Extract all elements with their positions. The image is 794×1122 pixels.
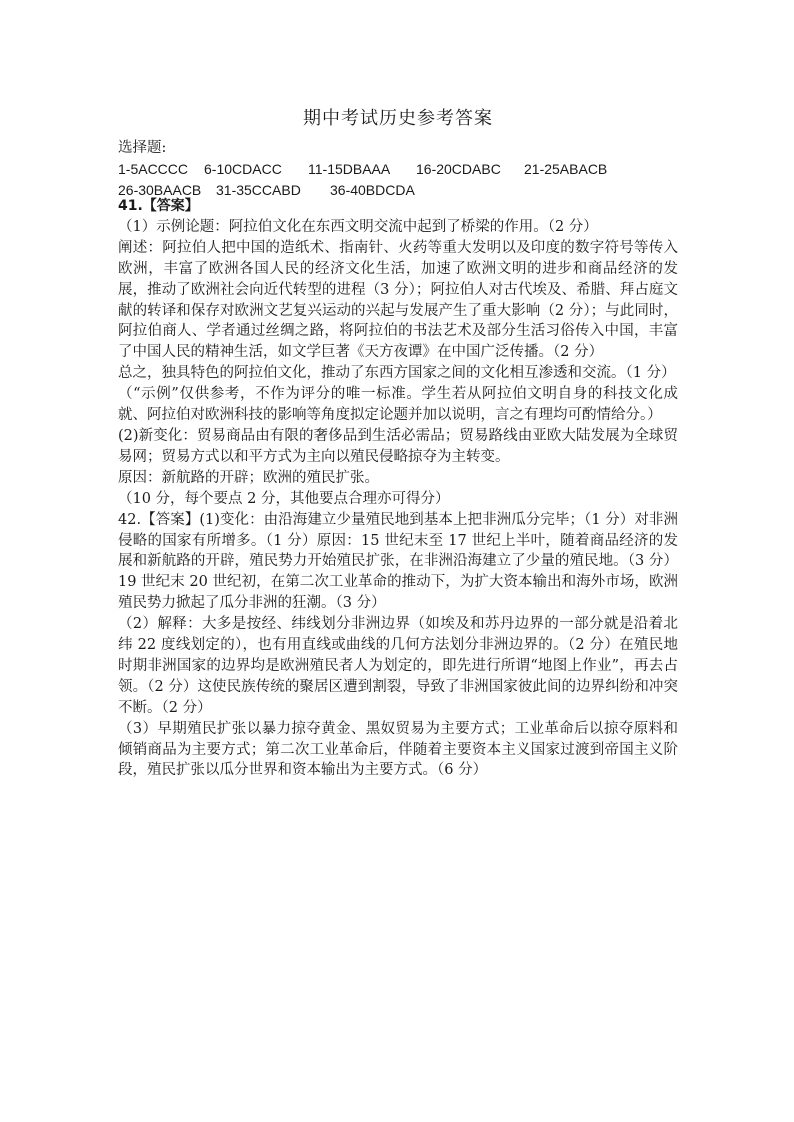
choice-group: 11-15DBAAA [308,161,391,177]
q42-part1: 42.【答案】(1)变化：由沿海建立少量殖民地到基本上把非洲瓜分完毕；（1 分）对非洲侵略的国家有所增多。（1 分）原因：15 世纪末至 17 世纪上半叶，随着商品经济的发展和新航路的开辟，殖民势力开始殖民扩张，在非洲沿海建立了少量的殖民地。（3 分）19 世纪末 20 世纪初，在第二次工业革命的推动下，为扩大资本输出和海外市场，欧洲殖民势力掀起了瓜分非洲的狂潮。（3 分） [118,511,678,612]
q41-part2-scoring: （10 分，每个要点 2 分，其他要点合理亦可得分） [118,490,450,507]
q42-part2: （2）解释：大多是按经、纬线划分非洲边界（如埃及和苏丹边界的一部分就是沿着北纬 22 度线划定的），也有用直线或曲线的几何方法划分非洲边界的。（2 分）在殖民地时期非洲国家的边界均是欧洲殖民者人为划定的，即先进行所谓“地图上作业”，再去占领。（2 分）这使民族传统的聚居区遭到割裂，导致了非洲国家彼此间的边界纠纷和冲突不断。（2 分） [118,616,678,716]
choice-group: 1-5ACCCC [118,161,189,177]
choice-group: 6-10CDACC [204,161,282,177]
q41-part1-thesis: （1）示例论题：阿拉伯文化在东西文明交流中起到了桥梁的作用。（2 分） [118,218,598,235]
q41-part1-elaboration: 阐述：阿拉伯人把中国的造纸术、指南针、火药等重大发明以及印度的数字符号等传入欧洲，丰富了欧洲各国人民的经济文化生活，加速了欧洲文明的进步和商品经济的发展，推动了欧洲社会向近代转型的进程（3 分）；阿拉伯人对古代埃及、希腊、拜占庭文献的转译和保存对欧洲文艺复兴运动的兴起与发展产生了重大影响（2 分）；与此同时，阿拉伯商人、学者通过丝绸之路，将阿拉伯的书法艺术及部分生活习俗传入中国，丰富了中国人民的精神生活，如文学巨著《天方夜谭》在中国广泛传播。（2 分） [118,239,678,361]
q41-part1-summary: 总之，独具特色的阿拉伯文化，推动了东西方国家之间的文化相互渗透和交流。（1 分） [118,365,676,382]
choice-row-1 [118,159,607,180]
q42-part3: （3）早期殖民扩张以暴力掠夺黄金、黑奴贸易为主要方式；工业革命后以掠夺原料和倾销商品为主要方式；第二次工业革命后，伴随着主要资本主义国家过渡到帝国主义阶段，殖民扩张以瓜分世界和资本输出为主要方式。（6 分） [118,720,678,779]
choice-group: 16-20CDABC [416,161,501,177]
multiple-choice-section [118,138,607,201]
page-title: 期中考试历史参考答案 [303,108,493,129]
answer-body [118,196,678,781]
choice-group: 36-40BDCDA [330,182,415,198]
choice-group: 21-25ABACB [524,161,608,177]
choice-group: 26-30BAACB [118,182,202,198]
q41-heading: 41.【答案】 [118,198,199,214]
q41-part2-reasons: 原因：新航路的开辟；欧洲的殖民扩张。 [118,469,379,486]
choice-label: 选择题: [118,140,167,156]
q41-scoring-note: （“示例”仅供参考，不作为评分的唯一标准。学生若从阿拉伯文明自身的科技文化成就、阿拉伯对欧洲科技的影响等角度拟定论题并加以说明，言之有理均可酌情给分。） [118,386,678,424]
choice-group: 31-35CCABD [216,182,301,198]
q41-part2-changes: (2)新变化：贸易商品由有限的奢侈品到生活必需品；贸易路线由亚欧大陆发展为全球贸易网；贸易方式以和平方式为主向以殖民侵略掠夺为主转变。 [118,427,678,465]
